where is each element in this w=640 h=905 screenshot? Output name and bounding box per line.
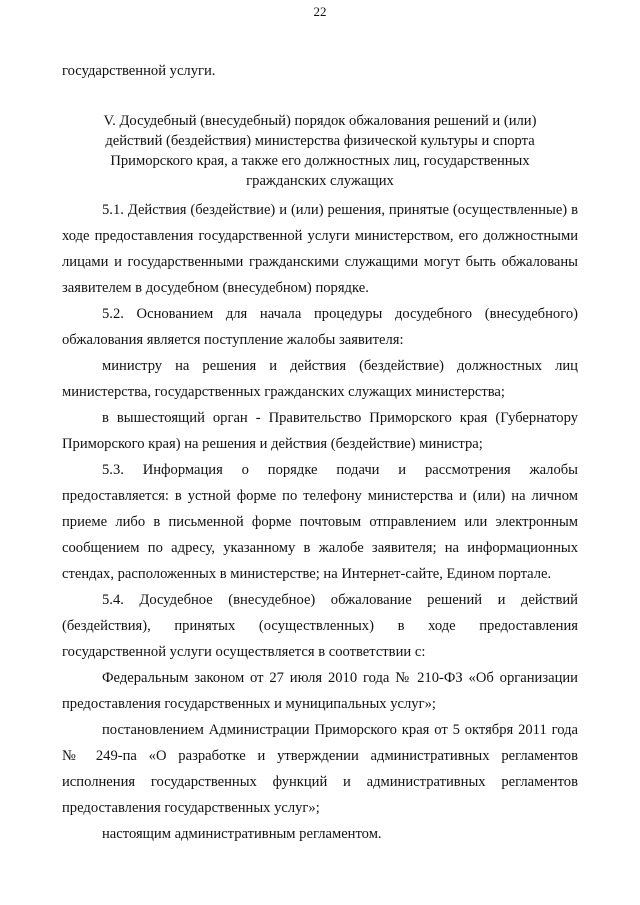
section-body: [62, 197, 578, 847]
paragraph-5-4-item-regulation: настоящим административным регламентом.: [102, 826, 382, 842]
continuation-text: государственной услуги.: [62, 63, 216, 79]
page-number: 22: [313, 4, 327, 19]
paragraph-5-4-item-resolution: постановлением Администрации Приморского края от 5 октября 2011 года № 249-па «О разработке и утверждении административных регламентов исполнения государственных функций и административных регламентов предоставления государственных услуг»;: [62, 722, 578, 816]
paragraph-5-3: 5.3. Информация о порядке подачи и рассмотрения жалобы предоставляется: в устной форме по телефону министерства и (или) на личном приеме либо в письменной форме почтовым отправлением или электронным сообщением по адресу, указанному в жалобе заявителя; на информационных стендах, расположенных в министерстве; на Интернет-сайте, Едином портале.: [62, 462, 578, 582]
paragraph-5-4-item-federal-law: Федеральным законом от 27 июля 2010 года № 210-ФЗ «Об организации предоставления государственных и муниципальных услуг»;: [62, 670, 578, 712]
section-heading: V. Досудебный (внесудебный) порядок обжалования решений и (или) действий (бездействия) министерства физической культуры и спорта Приморского края, а также его должностных лиц, государственных гражданских служащих: [103, 113, 537, 189]
paragraph-5-4: 5.4. Досудебное (внесудебное) обжалование решений и действий (бездействия), принятых (осуществленных) в ходе предоставления государственной услуги осуществляется в соответствии с:: [62, 592, 578, 660]
paragraph-5-2-item-minister: министру на решения и действия (бездействие) должностных лиц министерства, государственных гражданских служащих министерства;: [62, 358, 578, 400]
paragraph-5-1: 5.1. Действия (бездействие) и (или) решения, принятые (осуществленные) в ходе предоставления государственной услуги министерством, его должностными лицами и государственными гражданскими служащими могут быть обжалованы заявителем в досудебном (внесудебном) порядке.: [62, 202, 578, 296]
paragraph-5-2-item-government: в вышестоящий орган - Правительство Приморского края (Губернатору Приморского края) на решения и действия (бездействие) министра;: [62, 410, 578, 452]
paragraph-5-2: 5.2. Основанием для начала процедуры досудебного (внесудебного) обжалования является поступление жалобы заявителя:: [62, 306, 578, 348]
